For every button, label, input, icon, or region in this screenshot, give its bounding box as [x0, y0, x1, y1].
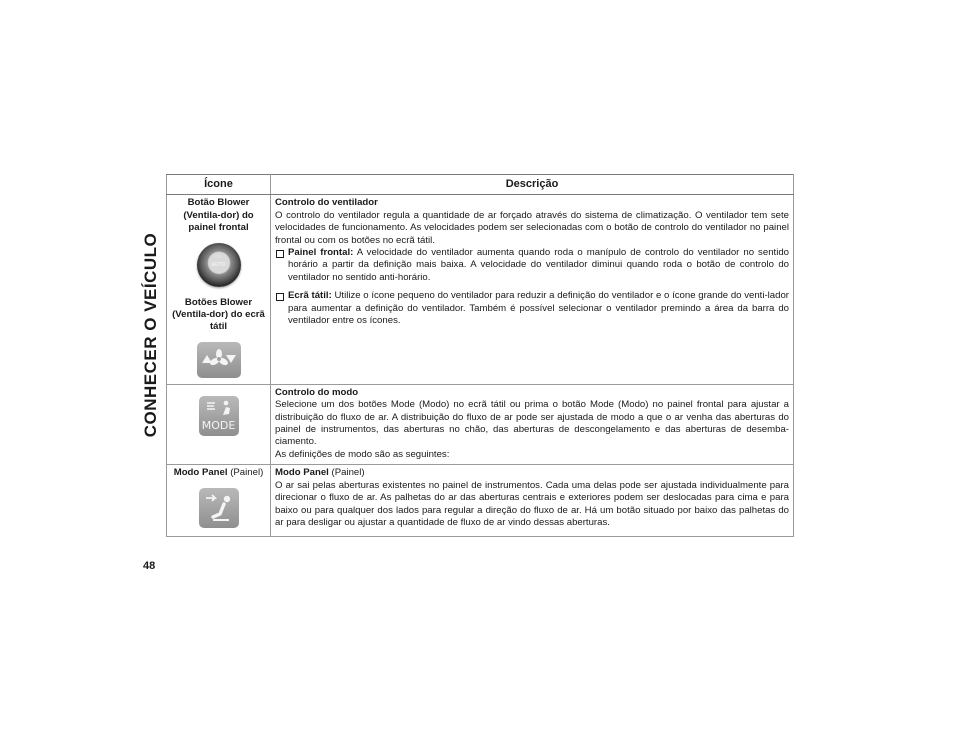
panel-vent-seat-icon: [199, 488, 239, 528]
checkbox-bullet-icon: [276, 293, 284, 301]
description-panel-mode: [271, 465, 794, 536]
mode-control-text: Selecione um dos botões Mode (Modo) no ecrã tátil ou prima o botão Mode (Modo) no painel frontal para ajustar a distribuição do fluxo de ar. A distribuição do fluxo de ar pode ser ajustada de modo a que o ar venha das aberturas do painel de instrumentos, das aberturas no chão, das aberturas de descongelamento e das aberturas de desemba-ciamento.: [275, 399, 789, 448]
mode-control-text-2: As definições de modo são as seguintes:: [275, 448, 450, 460]
panel-mode-title: Modo Panel (Painel): [275, 467, 365, 479]
checkbox-bullet-icon: [276, 250, 284, 258]
knob-off-label: OFF: [214, 253, 223, 259]
bullet-front-panel: [275, 247, 789, 284]
table-header-row: [167, 175, 794, 195]
icon-cell-blower: [167, 195, 271, 384]
table-row: [167, 195, 794, 384]
icon-cell-mode: [167, 384, 271, 464]
icon-cell-panel-mode: [167, 465, 271, 536]
mode-word: MODE: [201, 418, 236, 432]
bullet-touchscreen-label: Ecrã tátil:: [288, 290, 332, 302]
mode-button-icon: [199, 396, 239, 436]
bullet-touchscreen: [275, 290, 789, 327]
icon-label-front-panel-blower: Botão Blower (Ventila-dor) do painel frontal: [183, 197, 254, 234]
blower-control-title: Controlo do ventilador: [275, 197, 378, 209]
touchscreen-fan-icon: [197, 342, 241, 378]
description-blower-control: [271, 195, 794, 384]
mode-control-title: Controlo do modo: [275, 386, 359, 398]
page-number: 48: [143, 560, 156, 572]
panel-mode-icon: [199, 488, 239, 528]
blower-control-intro: O controlo do ventilador regula a quantidade de ar forçado através do sistema de climatização. O ventilador tem sete velocidades de funcionamento. As velocidades podem ser selecionadas com o botão de controlo do ventilador no painel frontal ou com os botões no ecrã tátil.: [275, 209, 789, 246]
header-description: Descrição: [271, 175, 794, 195]
blower-knob-icon: [197, 243, 241, 287]
table-row: [167, 384, 794, 464]
mode-airflow-icon: [199, 396, 239, 420]
bullet-touchscreen-text: Utilize o ícone pequeno do ventilador para reduzir a definição do ventilador e o ícone grande do venti-lador para aumentar a definição do ventilador. Também é possível selecionar o ventilador premindo a área da barra do ventilador entre os ícones.: [288, 290, 789, 327]
knob-auto-label: AUTO: [211, 261, 226, 268]
table-row: [167, 465, 794, 536]
fan-arrows-icon: [197, 342, 241, 378]
climate-controls-table: [166, 174, 794, 537]
description-mode-control: [271, 384, 794, 464]
icon-label-touchscreen-blower: Botões Blower (Ventila-dor) do ecrã tátil: [172, 296, 265, 333]
panel-mode-text: O ar sai pelas aberturas existentes no painel de instrumentos. Cada uma delas pode ser ajustada individualmente para direcionar o fluxo de ar. As palhetas do ar das aberturas centrais e exteriores podem ser deslocadas para cima e para baixo ou para qualquer dos lados para regular a direção do fluxo de ar. Há um botão situado por baixo das palhetas do ar para desligar ou ajustar a quantidade de fluxo de ar vindo dessas aberturas.: [275, 479, 789, 528]
bullet-front-panel-text: A velocidade do ventilador aumenta quando roda o manípulo de controlo do ventilador no sentido horário a partir da definição mais baixa. A velocidade do ventilador diminui quando roda o botão de controlo do ventilador no sentido anti-horário.: [288, 247, 789, 283]
section-side-title: CONHECER O VEÍCULO: [141, 232, 160, 438]
header-icon: Ícone: [167, 175, 271, 195]
bullet-front-panel-label: Painel frontal:: [288, 247, 354, 259]
icon-label-panel-mode: Modo Panel (Painel): [173, 467, 264, 479]
